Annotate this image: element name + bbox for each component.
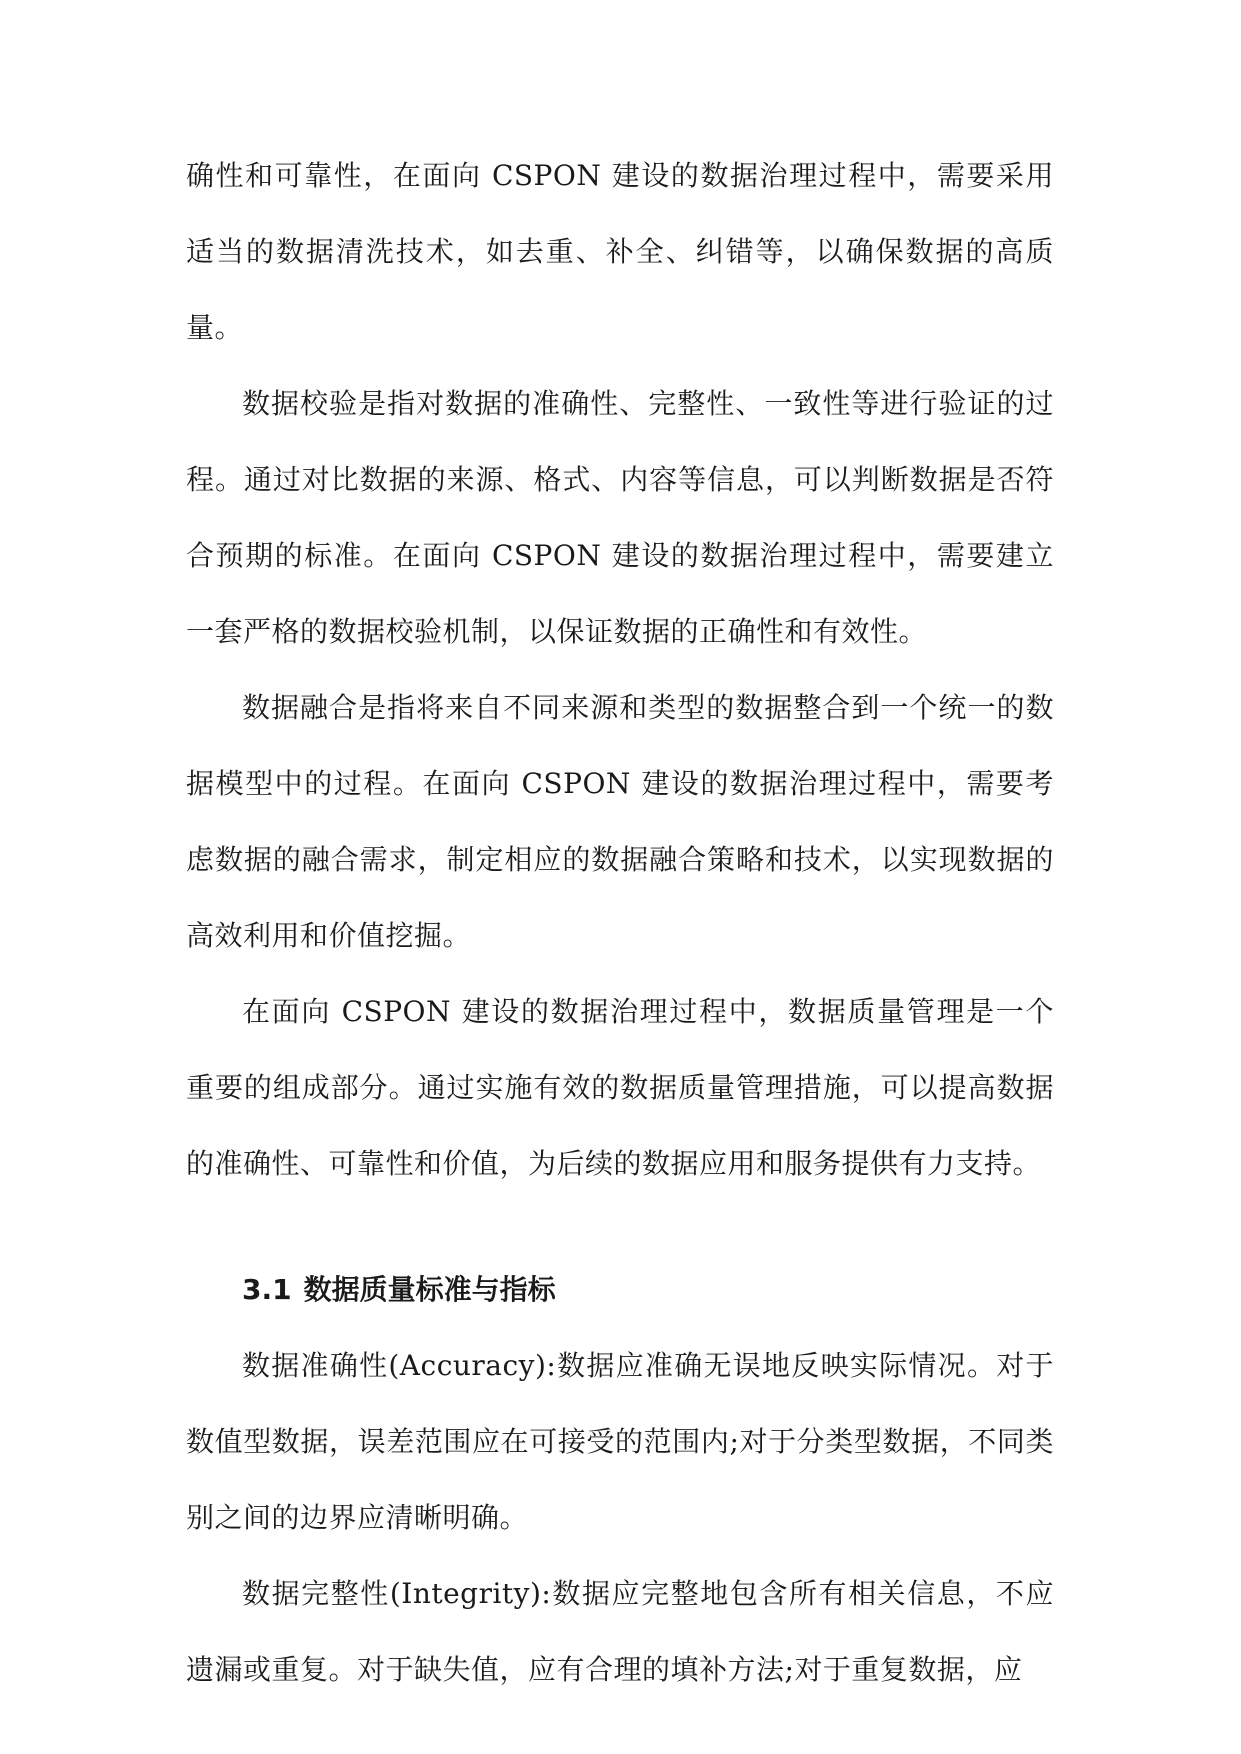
paragraph-data-fusion: 数据融合是指将来自不同来源和类型的数据整合到一个统一的数据模型中的过程。在面向 CSPON 建设的数据治理过程中，需要考虑数据的融合需求，制定相应的数据融合策略和技术，以实现数据的高效利用和价值挖掘。 (186, 691, 1054, 952)
section-title: 数据质量标准与指标 (303, 1273, 556, 1306)
paragraph-continuation: 确性和可靠性，在面向 CSPON 建设的数据治理过程中，需要采用适当的数据清洗技术，如去重、补全、纠错等，以确保数据的高质量。 (186, 159, 1054, 344)
document-body (186, 138, 1054, 1708)
paragraph-data-accuracy: 数据准确性(Accuracy):数据应准确无误地反映实际情况。对于数值型数据，误差范围应在可接受的范围内;对于分类型数据，不同类别之间的边界应清晰明确。 (186, 1349, 1054, 1534)
section-heading (186, 1252, 1054, 1328)
paragraph-data-quality-management: 在面向 CSPON 建设的数据治理过程中，数据质量管理是一个重要的组成部分。通过实施有效的数据质量管理措施，可以提高数据的准确性、可靠性和价值，为后续的数据应用和服务提供有力支持。 (186, 995, 1054, 1180)
paragraph-data-validation: 数据校验是指对数据的准确性、完整性、一致性等进行验证的过程。通过对比数据的来源、格式、内容等信息，可以判断数据是否符合预期的标准。在面向 CSPON 建设的数据治理过程中，需要建立一套严格的数据校验机制，以保证数据的正确性和有效性。 (186, 387, 1054, 648)
paragraph-data-integrity: 数据完整性(Integrity):数据应完整地包含所有相关信息，不应遗漏或重复。对于缺失值，应有合理的填补方法;对于重复数据，应 (186, 1577, 1054, 1686)
section-number: 3.1 (242, 1273, 292, 1306)
